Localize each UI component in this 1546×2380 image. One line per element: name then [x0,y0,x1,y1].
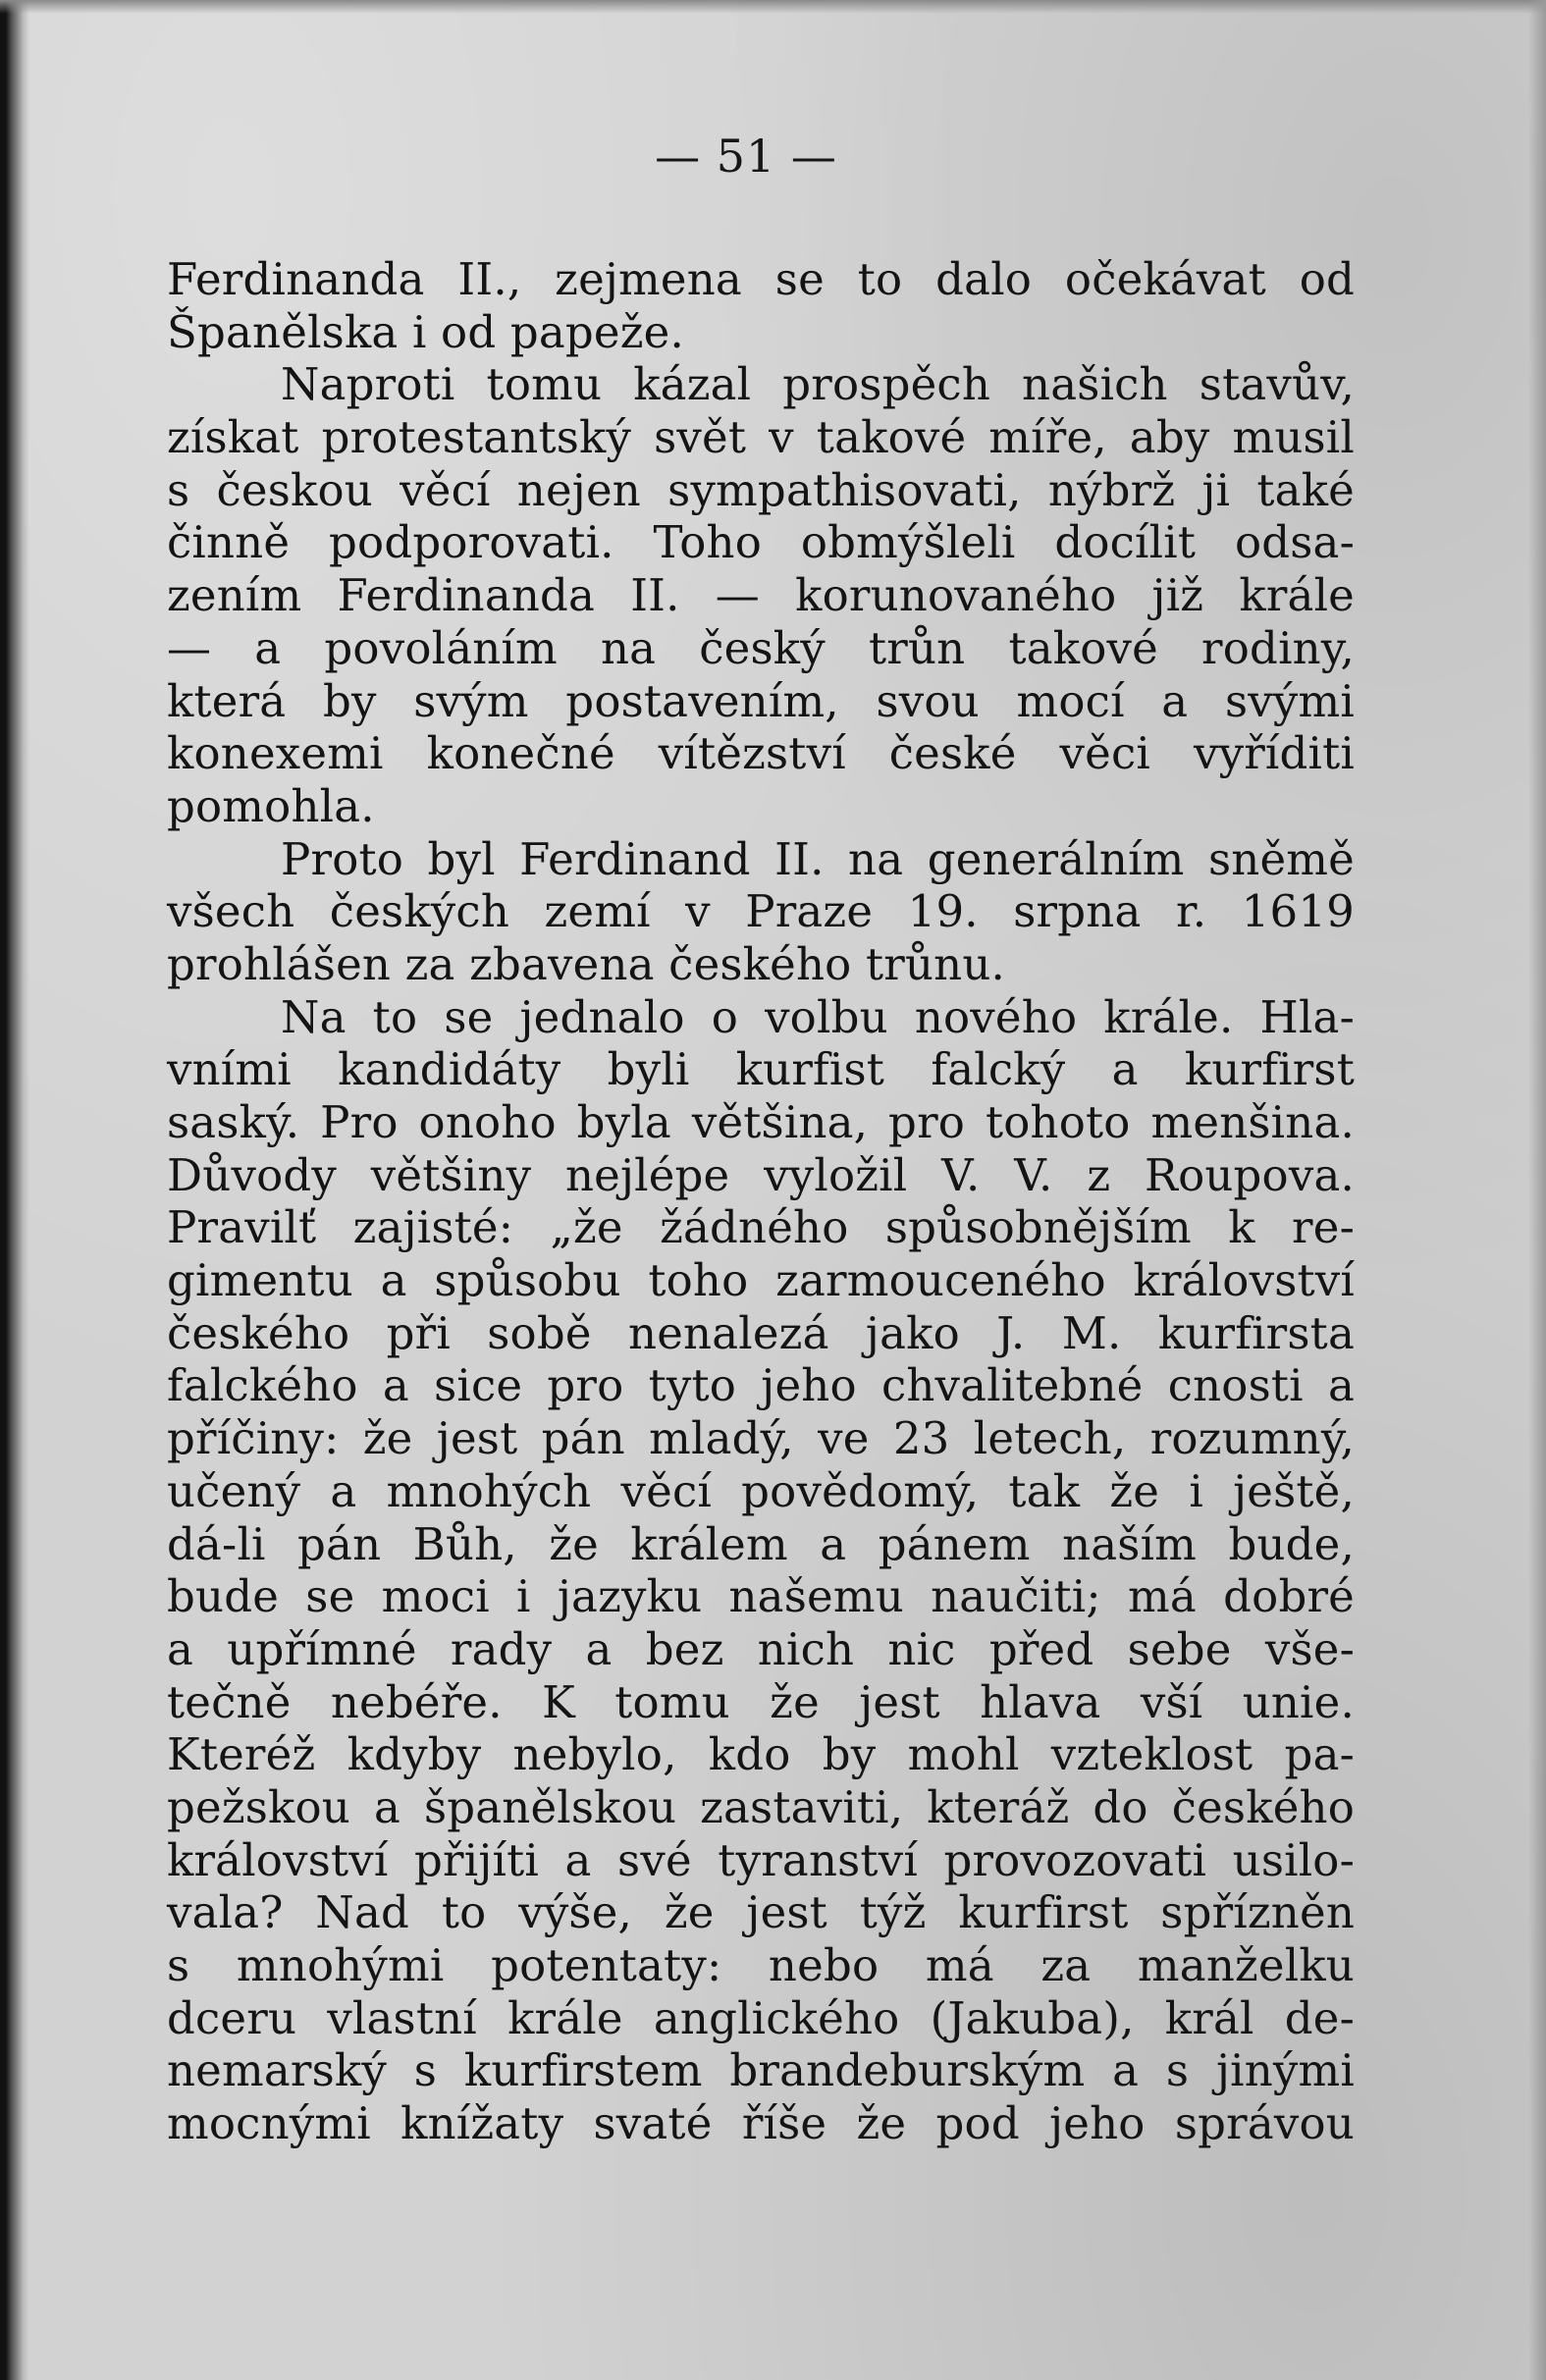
text-line: vala? Nad to výše, že jest týž kurfirst spřízněn [167,1886,1355,1939]
text-line: konexemi konečné vítězství české věci vyříditi [167,727,1355,780]
text-line: falckého a sice pro tyto jeho chvalitebné cnosti a [167,1359,1355,1412]
text-line: českého při sobě nenalezá jako J. M. kurfirsta [167,1306,1355,1359]
text-line: učený a mnohých věcí povědomý, tak že i ještě, [167,1464,1355,1517]
text-line: zením Ferdinanda II. — korunovaného již krále [167,569,1355,622]
text-line: která by svým postavením, svou mocí a svými [167,674,1355,727]
text-line: Na to se jednalo o volbu nového krále. Hla- [281,990,1355,1043]
text-line: Důvody většiny nejlépe vyložil V. V. z Roupova. [167,1148,1355,1201]
text-line: pežskou a španělskou zastaviti, kteráž do českého [167,1780,1355,1833]
page-number: — 51 — [655,130,837,183]
text-line: Pravilť zajisté: „že žádného spůsobnějším k re- [167,1201,1355,1254]
text-line: s mnohými potentaty: nebo má za manželku [167,1939,1355,1991]
text-line: Kteréž kdyby nebylo, kdo by mohl vzteklost pa- [167,1728,1355,1781]
text-line: dá-li pán Bůh, že králem a pánem naším bude, [167,1517,1355,1570]
text-line: všech českých zemí v Praze 19. srpna r. 1619 [167,885,1355,938]
right-edge-shadow [1528,0,1546,2380]
text-line: Naproti tomu kázal prospěch našich stavův, [281,358,1355,411]
text-line: s českou věcí nejen sympathisovati, nýbrž ji také [167,463,1355,516]
text-line: pomohla. [167,779,375,832]
text-line: bude se moci i jazyku našemu naučiti; má dobré [167,1570,1355,1623]
text-line: získat protestantský svět v takové míře, aby musil [167,411,1355,464]
binding-shadow [0,0,29,2380]
text-line: vními kandidáty byli kurfist falcký a kurfirst [167,1043,1355,1096]
text-line: — a povoláním na český trůn takové rodiny, [167,621,1355,674]
body-text [167,253,1355,2150]
text-line: saský. Pro onoho byla většina, pro tohoto menšina. [167,1096,1355,1148]
text-line: mocnými knížaty svaté říše že pod jeho správou [167,2097,1355,2150]
text-line: činně podporovati. Toho obmýšleli docílit odsa- [167,516,1355,569]
text-line: Ferdinanda II., zejmena se to dalo očekávat od [167,253,1355,305]
top-edge-shadow [0,0,1546,14]
text-line: příčiny: že jest pán mladý, ve 23 letech, rozumný, [167,1412,1355,1465]
text-line: nemarský s kurfirstem brandeburským a s jinými [167,2044,1355,2097]
text-line: prohlášen za zbavena českého trůnu. [167,937,1006,990]
text-line: tečně nebéře. K tomu že jest hlava vší unie. [167,1675,1355,1728]
text-line: království přijíti a své tyranství provozovati usilo- [167,1833,1355,1886]
text-line: dceru vlastní krále anglického (Jakuba), král de- [167,1991,1355,2044]
text-line: a upřímné rady a bez nich nic před sebe vše- [167,1622,1355,1675]
text-line: Španělska i od papeže. [167,305,684,358]
text-line: Proto byl Ferdinand II. na generálním sněmě [281,832,1355,885]
text-line: gimentu a spůsobu toho zarmouceného království [167,1254,1355,1307]
